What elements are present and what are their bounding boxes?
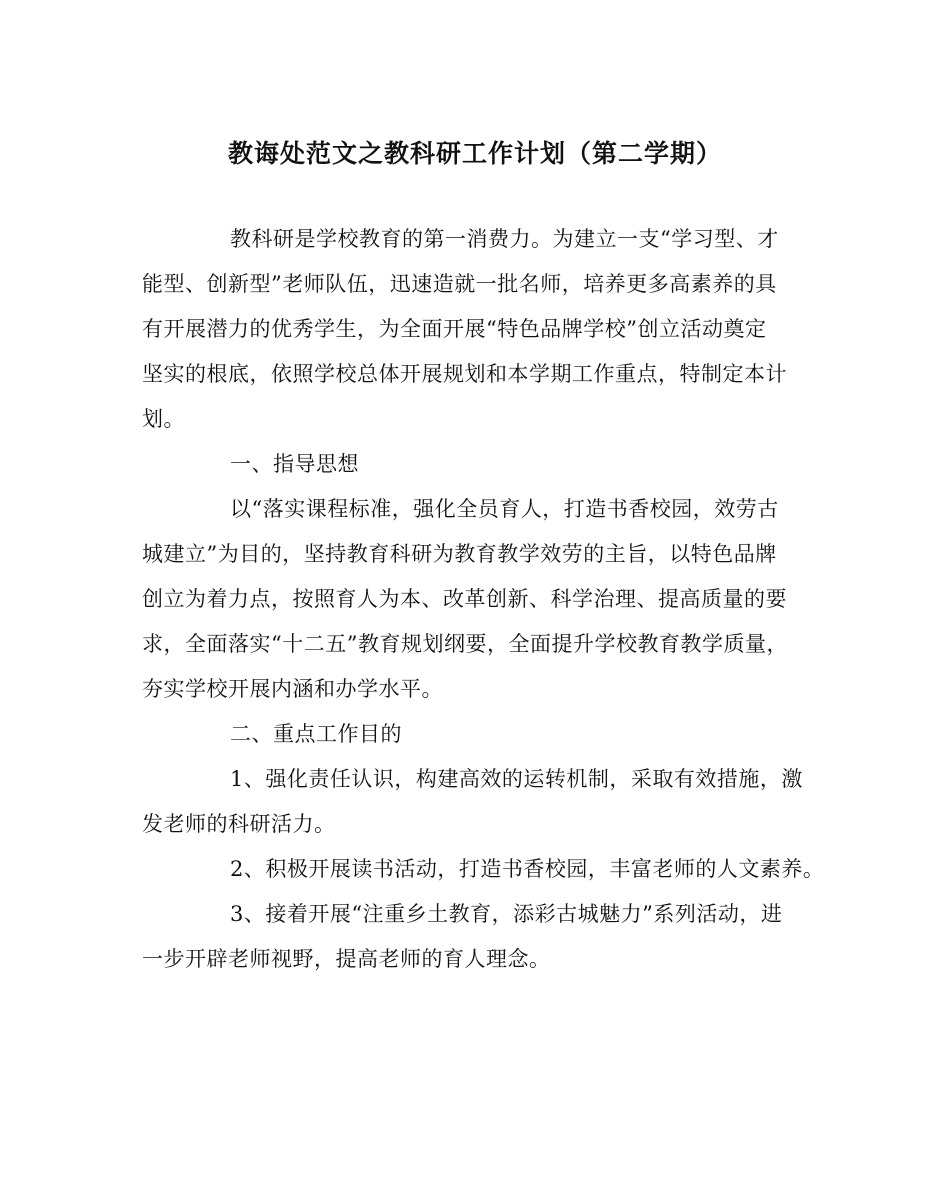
paragraph-guiding-line-3: 创立为着力点，按照育人为本、改革创新、科学治理、提高质量的要 — [142, 587, 787, 611]
document-title: 教诲处范文之教科研工作计划（第二学期） — [227, 139, 722, 168]
paragraph-intro-line-2: 能型、创新型”老师队伍，迅速造就一批名师，培养更多高素养的具 — [142, 272, 777, 296]
paragraph-guiding-line-5: 夯实学校开展内涵和办学水平。 — [142, 677, 443, 701]
paragraph-guiding-line-1: 以“落实课程标准，强化全员育人，打造书香校园，效劳古 — [230, 497, 779, 521]
paragraph-intro-line-5: 划。 — [142, 407, 185, 431]
paragraph-intro-line-3: 有开展潜力的优秀学生，为全面开展“特色品牌学校”创立活动奠定 — [142, 317, 767, 341]
goal-2-line-1: 2、积极开展读书活动，打造书香校园，丰富老师的人文素养。 — [230, 857, 825, 881]
paragraph-intro-line-4: 坚实的根底，依照学校总体开展规划和本学期工作重点，特制定本计 — [142, 362, 787, 386]
paragraph-guiding-line-4: 求，全面落实“十二五”教育规划纲要，全面提升学校教育教学质量， — [142, 632, 788, 656]
section-heading-key-goals: 二、重点工作目的 — [230, 722, 402, 746]
goal-3-line-1: 3、接着开展“注重乡土教育，添彩古城魅力”系列活动，进 — [230, 902, 783, 926]
goal-3-line-2: 一步开辟老师视野，提高老师的育人理念。 — [142, 947, 551, 971]
section-heading-guiding-thought: 一、指导思想 — [230, 452, 359, 476]
paragraph-intro-line-1: 教科研是学校教育的第一消费力。为建立一支“学习型、才 — [230, 227, 779, 251]
paragraph-guiding-line-2: 城建立”为目的，坚持教育科研为教育教学效劳的主旨，以特色品牌 — [142, 542, 777, 566]
goal-1-line-2: 发老师的科研活力。 — [142, 812, 336, 836]
goal-1-line-1: 1、强化责任认识，构建高效的运转机制，采取有效措施，激 — [230, 767, 803, 791]
